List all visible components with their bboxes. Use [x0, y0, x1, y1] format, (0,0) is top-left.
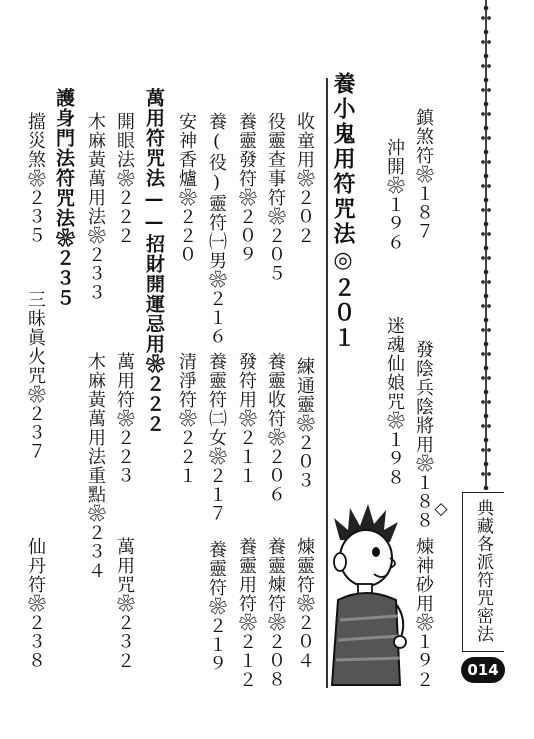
toc-entry: 養靈煉符❀２０８ [265, 537, 286, 689]
toc-entry: 練通靈❀２０３ [294, 357, 315, 490]
toc-entry: 萬用符❀２２３ [114, 352, 135, 485]
toc-entry: 沖開❀１９６ [384, 138, 405, 252]
section-heading: 護身門法符咒法❀２３５ [53, 88, 75, 308]
page-number: 014 [461, 657, 505, 683]
toc-entry: 役靈查事符❀２０５ [265, 112, 286, 283]
toc-entry: 煉靈符❀２０４ [294, 537, 315, 670]
toc-entry: 開眼法❀２２２ [114, 112, 135, 245]
toc-entry: 擋災煞❀２３５ [25, 112, 46, 245]
toc-entry: 仙丹符❀２３８ [25, 537, 46, 670]
section-heading: 萬用符咒法——招財開運忌用❀２２２ [143, 88, 165, 434]
toc-entry: 發陰兵陰將用❀１８８ [413, 340, 434, 530]
toc-entry: 養(役)靈符㈠男❀２１６ [206, 112, 227, 346]
toc-entry: 鎮煞符❀１８７ [413, 108, 434, 241]
toc-entry: 木麻黃萬用法重點❀２３４ [85, 352, 106, 580]
section-heading: 養小鬼用符咒法◎２０１ [330, 72, 356, 351]
toc-entry: 三昧眞火咒❀２３７ [25, 290, 46, 461]
toc-entry: 養靈用符❀２１２ [236, 537, 257, 689]
toc-entry: 收童用❀２０２ [294, 112, 315, 245]
cartoon-boy-illustration [320, 500, 410, 695]
toc-entry: 發符用❀２１１ [236, 352, 257, 485]
toc-entry: 木麻黃萬用法❀２３３ [85, 112, 106, 302]
toc-entry: 養靈收符❀２０６ [265, 352, 286, 504]
running-title: 典藏各派符咒密法◇ [462, 492, 504, 652]
toc-entry: 安神香爐❀２２０ [176, 112, 197, 264]
toc-entry: 養靈符㈡女❀２１７ [206, 352, 227, 523]
toc-entry: 清淨符❀２２１ [176, 352, 197, 485]
toc-entry: 迷魂仙娘咒❀１９８ [384, 316, 405, 487]
toc-entry: 煉神砂用❀１９２ [413, 537, 434, 689]
toc-entry: 萬用咒❀２３２ [114, 537, 135, 670]
toc-entry: 養靈符❀２１９ [206, 540, 227, 673]
vine-border-ornament [480, 0, 492, 490]
toc-entry: 養靈發符❀２０９ [236, 112, 257, 264]
